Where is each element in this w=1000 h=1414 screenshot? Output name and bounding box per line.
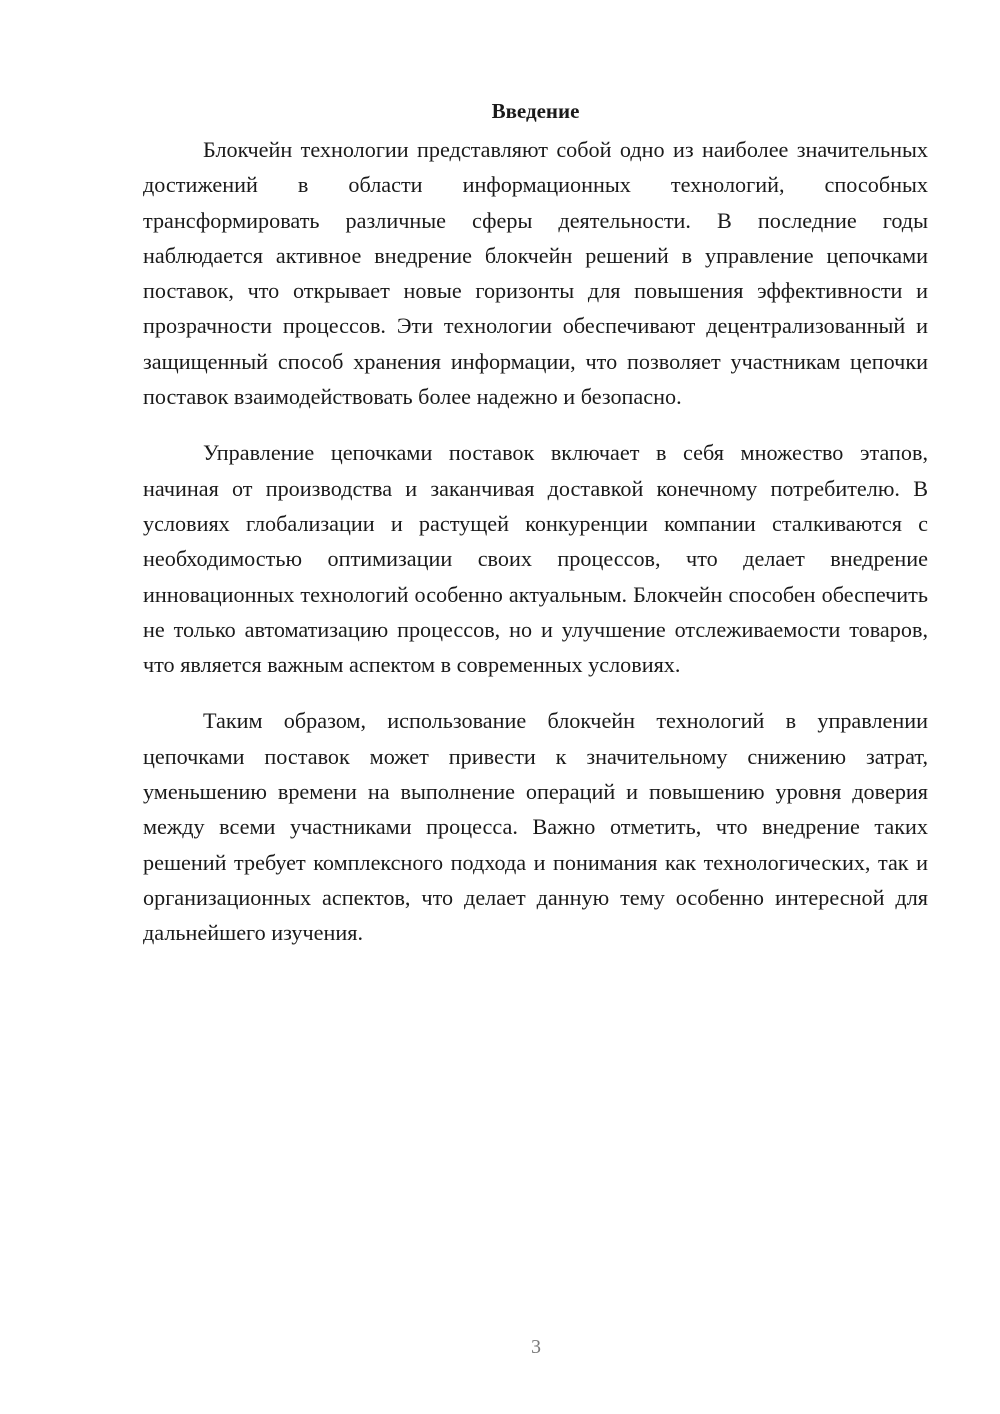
page-content [143,96,928,972]
section-title: Введение [491,99,580,123]
paragraph-2: Управление цепочками поставок включает в себя множество этапов, начиная от производства и заканчивая доставкой конечному потребителю. В условиях глобализации и растущей конкуренции компании сталкиваются с необходимостью оптимизации своих процессов, что делает внедрение инновационных технологий особенно актуальным. Блокчейн способен обеспечить не только автоматизацию процессов, но и улучшение отслеживаемости товаров, что является важным аспектом в современных условиях. [143,440,928,678]
paragraph-3: Таким образом, использование блокчейн технологий в управлении цепочками поставок может привести к значительному снижению затрат, уменьшению времени на выполнение операций и повышению уровня доверия между всеми участниками процесса. Важно отметить, что внедрение таких решений требует комплексного подхода и понимания как технологических, так и организационных аспектов, что делает данную тему особенно интересной для дальнейшего изучения. [143,708,928,946]
page-number: 3 [531,1336,541,1358]
paragraph-1: Блокчейн технологии представляют собой одно из наиболее значительных достижений в области информационных технологий, способных трансформировать различные сферы деятельности. В последние годы наблюдается активное внедрение блокчейн решений в управление цепочками поставок, что открывает новые горизонты для повышения эффективности и прозрачности процессов. Эти технологии обеспечивают децентрализованный и защищенный способ хранения информации, что позволяет участникам цепочки поставок взаимодействовать более надежно и безопасно. [143,137,928,410]
